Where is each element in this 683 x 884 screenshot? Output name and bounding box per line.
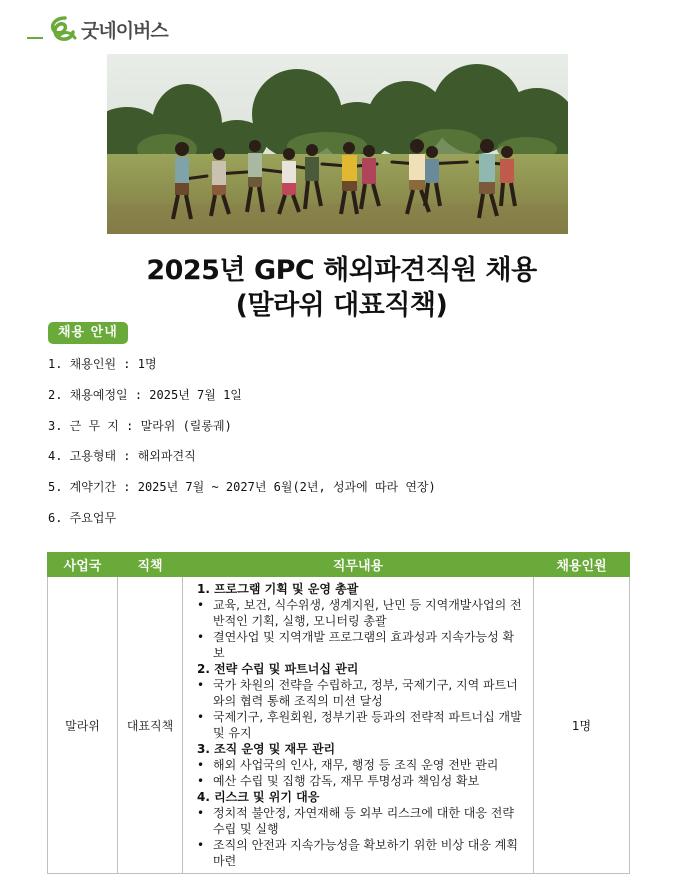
info-item-headcount: 1. 채용인원 : 1명 [48, 357, 157, 371]
logo-mark-icon [45, 14, 77, 44]
cell-position: 대표직책 [118, 577, 183, 874]
header-duties: 직무내용 [183, 553, 534, 577]
cell-headcount: 1명 [534, 577, 630, 874]
info-item-main-duties: 6. 주요업무 [48, 510, 117, 525]
duty-bullet: • 결연사업 및 지역개발 프로그램의 효과성과 지속가능성 확보 [197, 630, 515, 660]
cell-duties [183, 577, 534, 874]
info-list [48, 356, 436, 541]
duty-bullet: • 국가 차원의 전략을 수립하고, 정부, 국제기구, 지역 파트너와의 협력 통해 조직의 미션 달성 [197, 678, 518, 708]
duty-section-title: 4. 리스크 및 위기 대응 [197, 790, 320, 804]
table-header-row [48, 553, 630, 577]
header-headcount: 채용인원 [534, 553, 630, 577]
hero-image [107, 54, 568, 234]
job-table [47, 552, 630, 874]
duty-bullet: • 조직의 안전과 지속가능성을 확보하기 위한 비상 대응 계획 마련 [197, 838, 518, 868]
duty-section-title: 3. 조직 운영 및 재무 관리 [197, 742, 336, 756]
duty-section-title: 1. 프로그램 기획 및 운영 총괄 [197, 582, 359, 596]
page-title-line1: 2025년 GPC 해외파견직원 채용 [146, 255, 537, 286]
info-item-location: 3. 근 무 지 : 말라위 (릴롱궤) [48, 418, 232, 433]
duty-bullet: • 정치적 불안정, 자연재해 등 외부 리스크에 대한 대응 전략 수립 및 실행 [197, 806, 514, 836]
table-row [48, 577, 630, 874]
logo-underline [27, 37, 43, 39]
hero-photo [107, 54, 568, 234]
header-office: 사업국 [48, 553, 118, 577]
cell-office: 말라위 [48, 577, 118, 874]
logo [27, 14, 168, 44]
duty-bullet: • 국제기구, 후원회원, 정부기관 등과의 전략적 파트너십 개발 및 유지 [197, 710, 522, 740]
header-position: 직책 [118, 553, 183, 577]
info-item-employment-type: 4. 고용형태 : 해외파견직 [48, 449, 196, 464]
duty-section-title: 2. 전략 수립 및 파트너십 관리 [197, 662, 359, 676]
logo-text: 굿네이버스 [81, 19, 168, 42]
duty-bullet: • 해외 사업국의 인사, 재무, 행정 등 조직 운영 전반 관리 [197, 758, 499, 772]
info-item-contract-period: 5. 계약기간 : 2025년 7월 ~ 2027년 6월(2년, 성과에 따라 연장) [48, 480, 436, 495]
section-badge: 채용 안내 [48, 322, 128, 344]
page-title-line2: (말라위 대표직책) [235, 290, 448, 321]
duty-bullet: • 예산 수립 및 집행 감독, 재무 투명성과 책임성 확보 [197, 774, 480, 788]
duty-bullet: • 교육, 보건, 식수위생, 생계지원, 난민 등 지역개발사업의 전반적인 기획, 실행, 모니터링 총괄 [197, 598, 522, 628]
info-item-start-date: 2. 채용예정일 : 2025년 7월 1일 [48, 387, 242, 402]
